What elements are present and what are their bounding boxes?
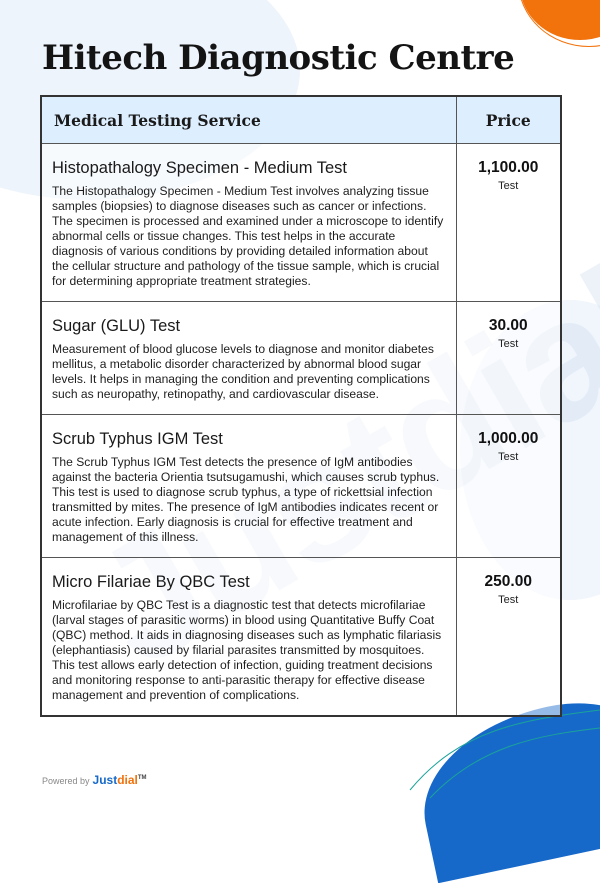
justdial-logo[interactable] <box>93 773 147 787</box>
header-service: Medical Testing Service <box>41 96 456 144</box>
price-cell <box>456 144 561 302</box>
price-value: 1,000.00 <box>478 430 539 447</box>
page-title: Hitech Diagnostic Centre <box>42 38 515 78</box>
price-cell <box>456 302 561 415</box>
powered-by-label: Powered by <box>42 776 90 786</box>
service-cell <box>41 144 456 302</box>
price-unit: Test <box>498 451 519 463</box>
service-description: The Scrub Typhus IGM Test detects the presence of IgM antibodies against the bacteria Orientia tsutsugamushi, which causes scrub typhus. This test is used to diagnose scrub typhus, a type of rickettsial infection transmitted by mites. The presence of IgM antibodies indicates recent or acute infection. Early diagnosis is crucial for effective treatment and management of this illness. <box>52 455 440 544</box>
price-cell <box>456 415 561 558</box>
service-cell <box>41 302 456 415</box>
logo-trademark: TM <box>137 775 147 781</box>
price-value: 250.00 <box>484 573 532 590</box>
price-table <box>40 95 562 717</box>
service-cell <box>41 415 456 558</box>
logo-text-just: Just <box>92 773 118 787</box>
footer-powered-by <box>42 773 147 787</box>
price-unit: Test <box>498 180 519 192</box>
logo-text-dial: dial <box>117 773 138 787</box>
service-name: Scrub Typhus IGM Test <box>52 430 223 448</box>
header-price: Price <box>456 96 561 144</box>
service-description: Microfilariae by QBC Test is a diagnostic test that detects microfilariae (larval stages of parasitic worms) in blood using Quantitative Buffy Coat (QBC) method. It aids in diagnosing diseases such as lymphatic filariasis (elephantiasis) caused by filarial parasites transmitted by mosquitoes. This test allows early detection of infection, guiding treatment decisions and monitoring response to anti-parasitic therapy for effective disease management and prevention of complications. <box>52 598 442 702</box>
service-cell <box>41 558 456 717</box>
price-value: 30.00 <box>488 317 528 334</box>
price-value: 1,100.00 <box>478 159 539 176</box>
price-unit: Test <box>498 594 519 606</box>
service-description: Measurement of blood glucose levels to diagnose and monitor diabetes mellitus, a metabolic disorder characterized by abnormal blood sugar levels. It helps in managing the condition and preventing complications such as neuropathy, retinopathy, and cardiovascular disease. <box>52 342 434 401</box>
table-row <box>41 415 561 558</box>
table-row <box>41 144 561 302</box>
service-name: Sugar (GLU) Test <box>52 317 181 335</box>
service-description: The Histopathalogy Specimen - Medium Test involves analyzing tissue samples (biopsies) to diagnose diseases such as cancer or infections. The specimen is processed and examined under a microscope to identify abnormal cells or tissue changes. This test helps in the accurate diagnosis of various conditions by providing detailed information about the cellular structure and pathology of the tissue sample, which is crucial for determining appropriate treatment strategies. <box>52 184 444 288</box>
table-header-row <box>41 96 561 144</box>
service-name: Micro Filariae By QBC Test <box>52 573 250 591</box>
price-unit: Test <box>498 338 519 350</box>
table-row <box>41 558 561 717</box>
table-row <box>41 302 561 415</box>
service-name: Histopathalogy Specimen - Medium Test <box>52 159 348 177</box>
price-cell <box>456 558 561 717</box>
